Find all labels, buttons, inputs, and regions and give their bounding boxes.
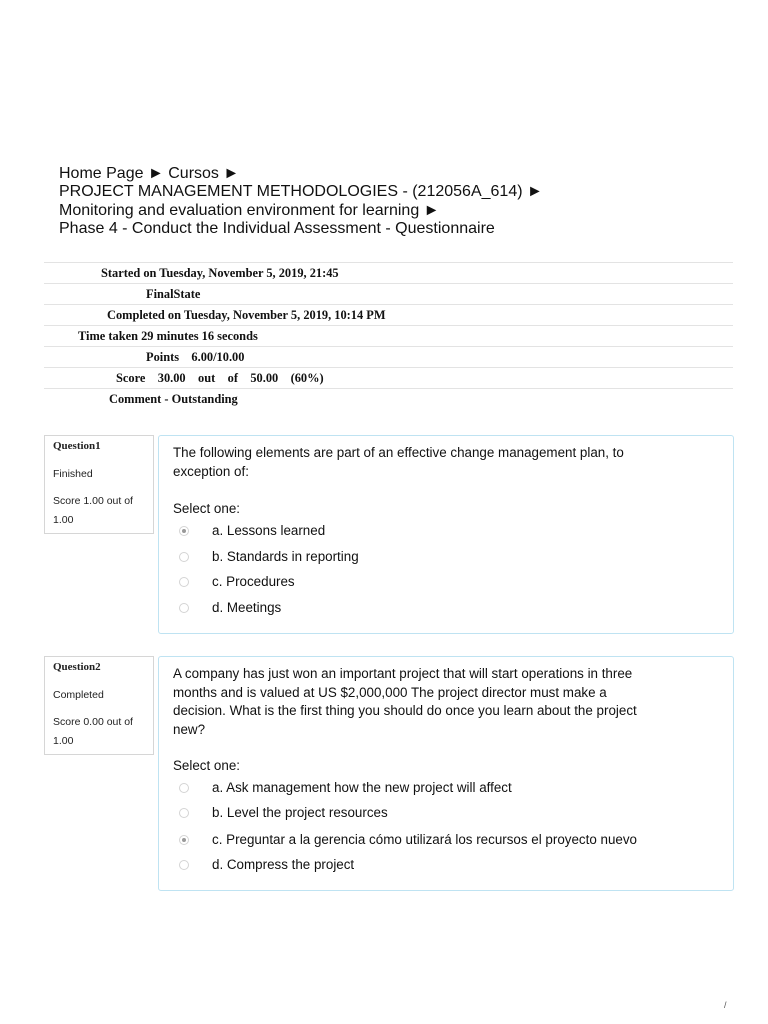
question-state: Completed xyxy=(53,689,104,701)
question-content-box xyxy=(158,656,734,891)
select-one-prompt: Select one: xyxy=(173,758,240,773)
answer-option-label: c. Preguntar a la gerencia cómo utilizará los recursos el proyecto nuevo xyxy=(212,832,637,847)
question-number: Question1 xyxy=(53,440,101,452)
radio-icon[interactable] xyxy=(179,783,189,793)
answer-option-label: b. Level the project resources xyxy=(212,805,388,820)
breadcrumb-line-1 xyxy=(59,165,739,183)
summary-row-score xyxy=(44,368,733,389)
breadcrumb-separator-icon: ► xyxy=(223,165,240,182)
question-info-panel xyxy=(44,656,154,755)
breadcrumb-line-4 xyxy=(59,220,739,238)
breadcrumb-home-link[interactable]: Home Page xyxy=(59,165,144,182)
summary-row-points xyxy=(44,347,733,368)
answer-option[interactable] xyxy=(179,574,699,592)
points-text: Points 6.00/10.00 xyxy=(146,350,245,364)
radio-icon[interactable] xyxy=(179,603,189,613)
summary-row-state xyxy=(44,284,733,305)
answer-option[interactable] xyxy=(179,523,699,541)
breadcrumb-course-link[interactable]: PROJECT MANAGEMENT METHODOLOGIES - (212056A_614) xyxy=(59,183,523,201)
answer-option-label: d. Compress the project xyxy=(212,857,355,872)
answer-option[interactable] xyxy=(179,780,699,798)
completed-on-text: Completed on Tuesday, November 5, 2019, 10:14 PM xyxy=(107,308,386,322)
radio-icon[interactable] xyxy=(179,577,189,587)
summary-row-started xyxy=(44,263,733,284)
breadcrumb-line-3 xyxy=(59,202,739,220)
breadcrumb-quiz-link[interactable]: Phase 4 - Conduct the Individual Assessment - Questionnaire xyxy=(59,219,495,237)
answer-option-label: a. Ask management how the new project will affect xyxy=(212,780,512,795)
radio-icon[interactable] xyxy=(179,808,189,818)
radio-icon[interactable] xyxy=(179,860,189,870)
score-text: Score 30.00 out of 50.00 (60%) xyxy=(116,371,324,385)
breadcrumb-separator-icon: ► xyxy=(147,165,164,182)
radio-icon[interactable] xyxy=(179,552,189,562)
started-on-text: Started on Tuesday, November 5, 2019, 21:45 xyxy=(101,266,339,280)
question-score: Score 1.00 out of 1.00 xyxy=(53,495,133,526)
answer-option-label: d. Meetings xyxy=(212,600,282,615)
time-taken-text: Time taken 29 minutes 16 seconds xyxy=(78,329,258,343)
state-text: FinalState xyxy=(146,287,201,301)
select-one-prompt: Select one: xyxy=(173,501,240,516)
breadcrumb-separator-icon: ► xyxy=(527,183,543,201)
radio-selected-icon[interactable] xyxy=(179,835,189,845)
answer-option-label: b. Standards in reporting xyxy=(212,549,359,564)
answer-option[interactable] xyxy=(179,600,699,618)
comment-text: Comment - Outstanding xyxy=(109,392,238,406)
answer-option-label: c. Procedures xyxy=(212,574,295,589)
question-text: The following elements are part of an effective change management plan, to exception of: xyxy=(173,445,624,479)
question-content-box xyxy=(158,435,734,634)
breadcrumb-environment-link[interactable]: Monitoring and evaluation environment for learning xyxy=(59,201,420,219)
summary-row-time-taken xyxy=(44,326,733,347)
summary-row-comment xyxy=(44,389,733,409)
breadcrumb-cursos-link[interactable]: Cursos xyxy=(168,165,219,182)
question-state: Finished xyxy=(53,468,93,480)
question-number: Question2 xyxy=(53,661,101,673)
question-score: Score 0.00 out of 1.00 xyxy=(53,716,133,747)
answer-option[interactable] xyxy=(179,832,699,850)
question-text: A company has just won an important project that will start operations in three months and is valued at US $2,000,000 The project director must make a decision. What is the first thing you should do once you learn about the project new? xyxy=(173,666,637,737)
question-info-panel xyxy=(44,435,154,534)
answer-option-label: a. Lessons learned xyxy=(212,523,326,538)
radio-selected-icon[interactable] xyxy=(179,526,189,536)
summary-row-completed xyxy=(44,305,733,326)
page-corner-mark: / xyxy=(724,1000,727,1010)
breadcrumb xyxy=(59,165,739,238)
answer-option[interactable] xyxy=(179,857,699,875)
breadcrumb-line-2 xyxy=(59,183,739,201)
answer-option[interactable] xyxy=(179,549,699,567)
answer-option[interactable] xyxy=(179,805,699,823)
attempt-summary-table xyxy=(44,262,733,409)
breadcrumb-separator-icon: ► xyxy=(423,201,440,219)
